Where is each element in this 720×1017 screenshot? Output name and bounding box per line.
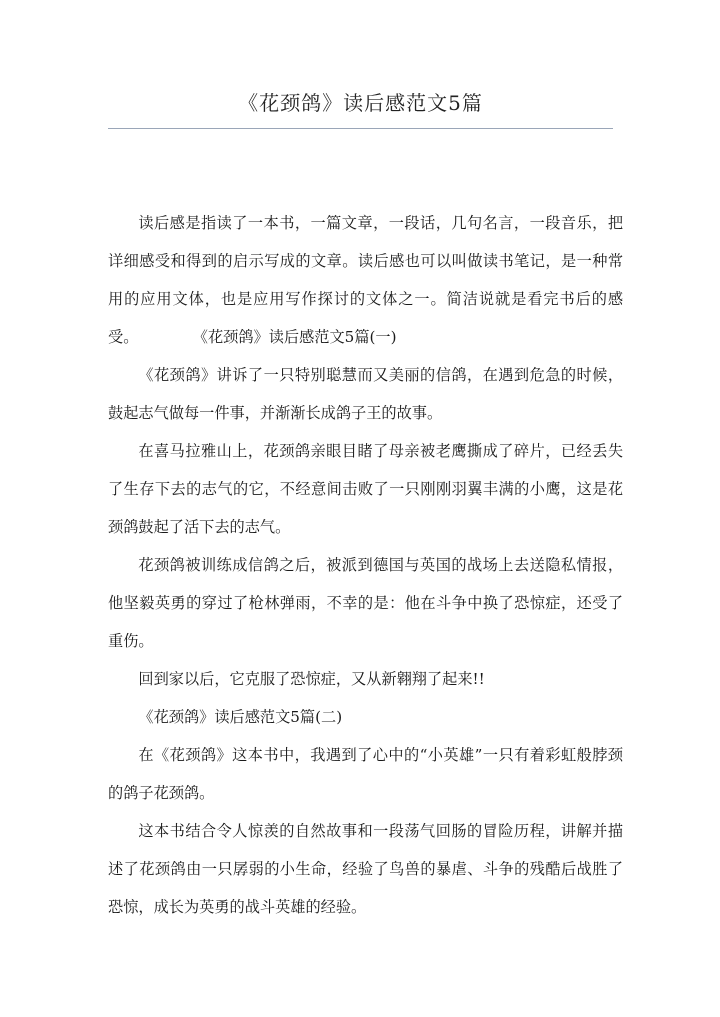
section-heading-2: 《花颈鸽》读后感范文5篇(二) (138, 708, 343, 726)
body-paragraph: 回到家以后，它克服了恐惊症，又从新翱翔了起来!! (138, 670, 485, 688)
document-body (108, 204, 623, 926)
intro-text: 读后感是指读了一本书，一篇文章，一段话，几句名言，一段音乐，把详细感受和得到的启示写成的文章。读后感也可以叫做读书笔记，是一种常用的应用文体，也是应用写作探讨的文体之一。简洁说就是看完书后的感受。 (108, 214, 623, 346)
intro-paragraph (108, 204, 623, 356)
body-paragraph: 花颈鸽被训练成信鸽之后，被派到德国与英国的战场上去送隐私情报，他坚毅英勇的穿过了枪林弹雨，不幸的是：他在斗争中换了恐惊症，还受了重伤。 (108, 556, 623, 650)
section-heading-1: 《花颈鸽》读后感范文5篇(一) (200, 328, 397, 346)
title-divider (108, 128, 613, 129)
body-paragraph: 《花颈鸽》讲诉了一只特别聪慧而又美丽的信鸽，在遇到危急的时候，鼓起志气做每一件事，并渐渐长成鸽子王的故事。 (108, 366, 623, 422)
document-title: 《花颈鸽》读后感范文5篇 (238, 91, 483, 115)
body-paragraph: 在喜马拉雅山上，花颈鸽亲眼目睹了母亲被老鹰撕成了碎片，已经丢失了生存下去的志气的它，不经意间击败了一只刚刚羽翼丰满的小鹰，这是花颈鸽鼓起了活下去的志气。 (108, 442, 623, 536)
body-paragraph: 在《花颈鸽》这本书中，我遇到了心中的“小英雄”一只有着彩虹般脖颈的鸽子花颈鸽。 (108, 746, 623, 802)
body-paragraph: 这本书结合令人惊羡的自然故事和一段荡气回肠的冒险历程，讲解并描述了花颈鸽由一只孱弱的小生命，经验了鸟兽的暴虐、斗争的残酷后战胜了恐惊，成长为英勇的战斗英雄的经验。 (108, 822, 623, 916)
